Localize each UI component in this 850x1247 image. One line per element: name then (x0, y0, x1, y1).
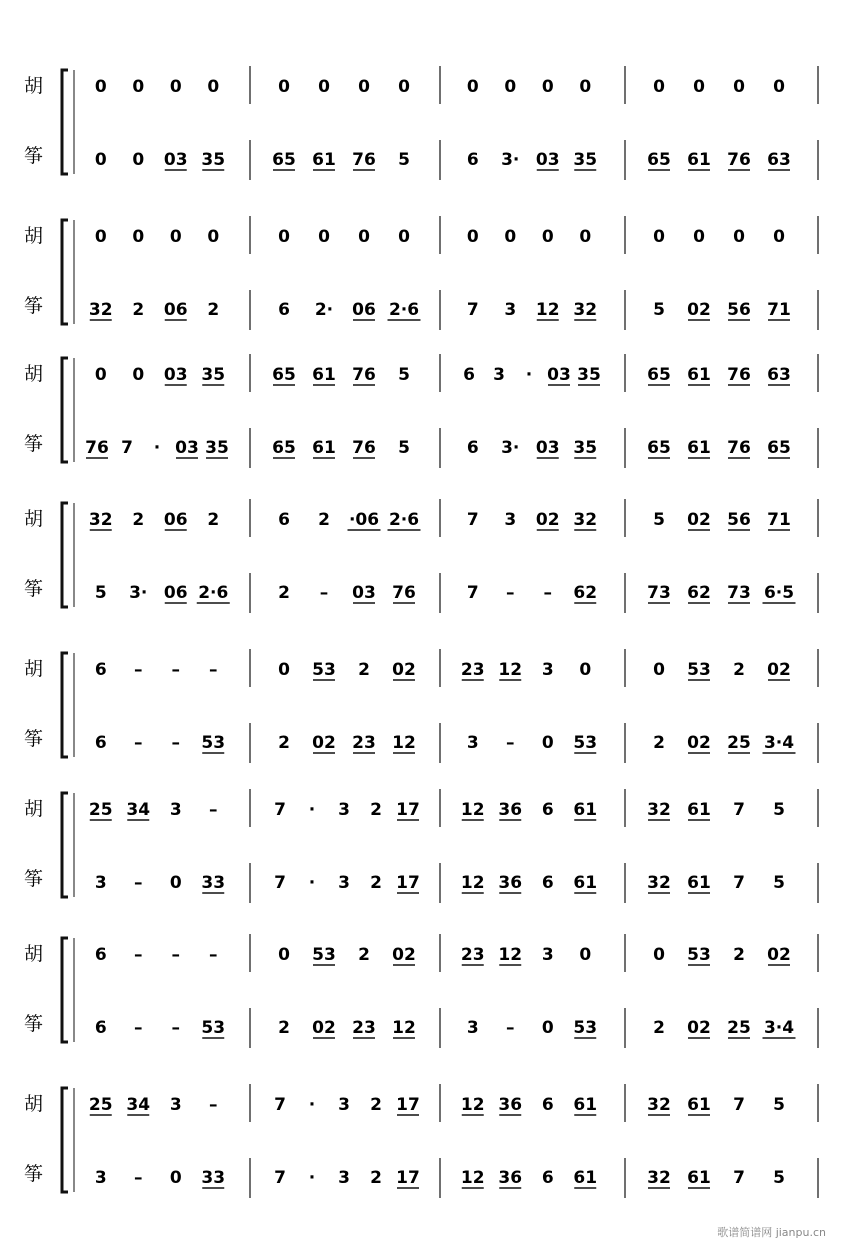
jianpu-note: 7 (466, 583, 479, 603)
jianpu-note: · (525, 365, 533, 385)
jianpu-note: 3· (501, 150, 520, 170)
jianpu-note: 2 (318, 510, 330, 530)
jianpu-note: 36 (498, 1168, 523, 1188)
jianpu-note: 5 (398, 365, 410, 385)
jianpu-note: 03 (163, 365, 188, 385)
jianpu-note: 0 (318, 227, 330, 247)
jianpu-note: 65 (767, 438, 791, 458)
jianpu-note: 35 (573, 438, 598, 458)
jianpu-note: 61 (573, 873, 598, 893)
instrument-label-hu: 胡 (24, 1093, 44, 1115)
score-system (24, 1084, 818, 1198)
jianpu-note: 12 (460, 873, 485, 893)
jianpu-note: 53 (687, 945, 711, 965)
jianpu-note: 2 (370, 873, 382, 893)
jianpu-note: 0 (579, 227, 592, 247)
jianpu-note: 7 (466, 300, 479, 320)
jianpu-note: 0 (169, 1168, 182, 1188)
jianpu-note: 0 (94, 150, 107, 170)
jianpu-note: 0 (653, 660, 665, 680)
jianpu-note: 3 (493, 365, 505, 385)
jianpu-note: 0 (773, 227, 785, 247)
jianpu-note: 2 (132, 300, 145, 320)
jianpu-note: 73 (727, 583, 751, 603)
jianpu-note: 02 (767, 945, 791, 965)
jianpu-note: 5 (773, 1095, 785, 1115)
jianpu-note: 0 (132, 227, 145, 247)
jianpu-note: 56 (727, 510, 751, 530)
jianpu-note: 23 (460, 945, 485, 965)
jianpu-note: 23 (460, 660, 485, 680)
jianpu-note: 61 (687, 438, 711, 458)
jianpu-note: 23 (352, 733, 376, 753)
jianpu-note: 02 (687, 300, 711, 320)
jianpu-note: 6 (466, 438, 479, 458)
jianpu-note: 03 (352, 583, 376, 603)
jianpu-note: 2·6 (388, 300, 420, 320)
jianpu-note: 5 (398, 438, 410, 458)
jianpu-note: 0 (169, 77, 182, 97)
jianpu-note: – (134, 873, 143, 893)
jianpu-note: 6 (94, 733, 107, 753)
jianpu-note: 0 (579, 77, 592, 97)
jianpu-note: 61 (687, 1168, 711, 1188)
jianpu-note: 06 (352, 300, 376, 320)
system-bracket (62, 1088, 68, 1192)
jianpu-note: 0 (94, 365, 107, 385)
jianpu-note: – (209, 945, 218, 965)
system-bracket (62, 70, 68, 174)
jianpu-note: 65 (647, 365, 671, 385)
jianpu-note: 3 (338, 873, 350, 893)
jianpu-note: 0 (358, 77, 370, 97)
jianpu-note: · (308, 1095, 316, 1115)
system-bracket (62, 793, 68, 897)
jianpu-note: 6 (541, 873, 554, 893)
jianpu-note: 32 (573, 510, 598, 530)
jianpu-note: 2 (370, 800, 382, 820)
jianpu-note: 02 (687, 1018, 711, 1038)
jianpu-note: 61 (687, 800, 711, 820)
jianpu-note: – (506, 1018, 515, 1038)
system-bracket (62, 503, 68, 607)
jianpu-note: 02 (392, 945, 416, 965)
score-system (24, 499, 818, 613)
jianpu-note: – (134, 660, 143, 680)
jianpu-note: 3·4 (763, 733, 795, 753)
jianpu-note: – (171, 1018, 180, 1038)
jianpu-note: 76 (727, 150, 751, 170)
jianpu-note: 3 (338, 1168, 350, 1188)
jianpu-note: 17 (396, 1095, 420, 1115)
jianpu-note: · (153, 438, 161, 458)
jianpu-note: 6 (94, 1018, 107, 1038)
jianpu-note: 7 (733, 873, 745, 893)
jianpu-note: 0 (278, 660, 290, 680)
jianpu-note: 56 (727, 300, 751, 320)
jianpu-note: 0 (132, 150, 145, 170)
jianpu-note: 0 (693, 77, 705, 97)
jianpu-note: 12 (460, 1095, 485, 1115)
score-system (24, 789, 818, 903)
jianpu-note: 71 (767, 300, 791, 320)
jianpu-note: – (543, 583, 552, 603)
jianpu-note: 3· (129, 583, 148, 603)
jianpu-note: 0 (466, 77, 479, 97)
jianpu-note: 0 (504, 77, 517, 97)
jianpu-note: 36 (498, 800, 523, 820)
jianpu-note: 6 (466, 150, 479, 170)
jianpu-note: 53 (573, 733, 598, 753)
jianpu-note: 36 (498, 1095, 523, 1115)
jianpu-note: 2·6 (388, 510, 420, 530)
jianpu-note: 32 (573, 300, 598, 320)
jianpu-note: 71 (767, 510, 791, 530)
jianpu-note: – (506, 733, 515, 753)
jianpu-note: 65 (272, 438, 296, 458)
jianpu-note: 6 (541, 1168, 554, 1188)
jianpu-note: 03 (535, 150, 560, 170)
jianpu-note: 2 (733, 945, 745, 965)
score-system (24, 66, 818, 180)
jianpu-note: 2 (278, 1018, 290, 1038)
jianpu-note: 17 (396, 873, 420, 893)
jianpu-note: 61 (687, 150, 711, 170)
jianpu-note: 2·6 (198, 583, 229, 603)
jianpu-note: 7 (733, 1168, 745, 1188)
jianpu-note: · (308, 1168, 316, 1188)
jianpu-note: – (134, 945, 143, 965)
jianpu-note: 7 (274, 1168, 286, 1188)
jianpu-note: – (319, 583, 329, 603)
jianpu-note: 0 (541, 1018, 554, 1038)
instrument-label-zheng: 筝 (24, 868, 44, 890)
jianpu-note: 7 (121, 438, 133, 458)
jianpu-note: – (209, 1095, 218, 1115)
instrument-label-zheng: 筝 (24, 1013, 44, 1035)
jianpu-note: 2 (370, 1095, 382, 1115)
jianpu-note: 12 (392, 733, 416, 753)
jianpu-note: 03 (535, 438, 560, 458)
jianpu-note: 33 (201, 873, 226, 893)
jianpu-note: 53 (687, 660, 711, 680)
jianpu-note: 61 (687, 873, 711, 893)
jianpu-note: 0 (132, 365, 145, 385)
jianpu-note: 02 (312, 733, 336, 753)
jianpu-note: 53 (312, 945, 336, 965)
jianpu-note: 61 (312, 150, 336, 170)
jianpu-note: 06 (163, 510, 188, 530)
jianpu-note: 7 (466, 510, 479, 530)
jianpu-note: 0 (466, 227, 479, 247)
jianpu-note: 23 (352, 1018, 376, 1038)
jianpu-note: 65 (647, 438, 671, 458)
jianpu-note: 36 (498, 873, 523, 893)
jianpu-note: 0 (541, 227, 554, 247)
jianpu-note: 61 (687, 365, 711, 385)
jianpu-note: 61 (573, 1168, 598, 1188)
jianpu-note: – (209, 660, 218, 680)
jianpu-note: 06 (163, 583, 188, 603)
jianpu-note: 0 (278, 227, 290, 247)
jianpu-note: 12 (498, 945, 523, 965)
jianpu-note: 2 (370, 1168, 382, 1188)
jianpu-note: 5 (773, 873, 785, 893)
jianpu-note: 2 (358, 945, 370, 965)
instrument-label-zheng: 筝 (24, 295, 44, 317)
jianpu-note: 32 (647, 1095, 671, 1115)
jianpu-note: · (308, 800, 316, 820)
jianpu-note: 02 (767, 660, 791, 680)
jianpu-note: 6 (94, 945, 107, 965)
jianpu-note: 2 (278, 583, 290, 603)
jianpu-note: 3 (169, 800, 182, 820)
jianpu-note: 6 (278, 300, 290, 320)
jianpu-note: 3· (501, 438, 520, 458)
jianpu-note: – (209, 800, 218, 820)
jianpu-note: 53 (201, 1018, 226, 1038)
jianpu-note: 6·5 (763, 583, 795, 603)
jianpu-note: – (506, 583, 515, 603)
watermark: 歌谱简谱网 jianpu.cn (717, 1226, 826, 1239)
system-bracket (62, 358, 68, 462)
instrument-label-hu: 胡 (24, 658, 44, 680)
jianpu-note: 03 (175, 438, 199, 458)
jianpu-note: 3 (466, 1018, 479, 1038)
jianpu-note: 62 (573, 583, 598, 603)
jianpu-note: 35 (201, 150, 226, 170)
jianpu-note: 3 (466, 733, 479, 753)
score-system (24, 649, 818, 763)
jianpu-note: 3 (338, 1095, 350, 1115)
jianpu-note: 35 (573, 150, 598, 170)
jianpu-note: 3·4 (763, 1018, 795, 1038)
jianpu-note: 3 (169, 1095, 182, 1115)
jianpu-note: 0 (653, 77, 665, 97)
jianpu-note: 5 (653, 510, 665, 530)
jianpu-note: 03 (163, 150, 188, 170)
jianpu-note: 02 (687, 510, 711, 530)
jianpu-note: 61 (312, 365, 336, 385)
jianpu-note: 61 (687, 1095, 711, 1115)
score-system (24, 354, 818, 468)
system-bracket (62, 938, 68, 1042)
jianpu-note: 63 (767, 150, 791, 170)
jianpu-note: 7 (274, 800, 286, 820)
instrument-label-zheng: 筝 (24, 433, 44, 455)
score-system (24, 934, 818, 1048)
jianpu-note: 0 (278, 77, 290, 97)
jianpu-note: 0 (579, 945, 592, 965)
jianpu-note: 6 (541, 800, 554, 820)
jianpu-note: 32 (647, 873, 671, 893)
jianpu-note: 0 (169, 227, 182, 247)
jianpu-note: 2 (132, 510, 145, 530)
instrument-label-zheng: 筝 (24, 1163, 44, 1185)
jianpu-note: 6 (278, 510, 290, 530)
jianpu-note: 7 (274, 873, 286, 893)
jianpu-note: 0 (773, 77, 785, 97)
instrument-label-hu: 胡 (24, 798, 44, 820)
jianpu-note: 53 (312, 660, 336, 680)
jianpu-note: 6 (463, 365, 475, 385)
jianpu-note: 3 (94, 873, 107, 893)
jianpu-note: 2· (314, 300, 334, 320)
jianpu-note: 12 (498, 660, 523, 680)
jianpu-note: 3 (338, 800, 350, 820)
jianpu-note: 76 (352, 150, 376, 170)
instrument-label-hu: 胡 (24, 508, 44, 530)
jianpu-note: – (171, 733, 180, 753)
jianpu-note: 0 (169, 873, 182, 893)
jianpu-note: 0 (94, 77, 107, 97)
jianpu-note: 12 (392, 1018, 416, 1038)
jianpu-note: – (134, 1018, 143, 1038)
jianpu-note: 0 (733, 227, 745, 247)
system-bracket (62, 220, 68, 324)
jianpu-note: 3 (541, 660, 554, 680)
jianpu-note: 06 (163, 300, 188, 320)
jianpu-note: 2 (358, 660, 370, 680)
jianpu-note: ·06 (348, 510, 380, 530)
jianpu-note: 0 (541, 77, 554, 97)
jianpu-note: 0 (504, 227, 517, 247)
jianpu-note: – (134, 1168, 143, 1188)
jianpu-note: 76 (352, 365, 376, 385)
jianpu-note: 2 (278, 733, 290, 753)
instrument-label-hu: 胡 (24, 363, 44, 385)
jianpu-note: 33 (201, 1168, 226, 1188)
jianpu-note: 02 (687, 733, 711, 753)
jianpu-note: 65 (272, 365, 296, 385)
jianpu-note: 0 (132, 77, 145, 97)
jianpu-note: 0 (398, 227, 410, 247)
jianpu-note: 0 (207, 227, 220, 247)
instrument-label-hu: 胡 (24, 943, 44, 965)
jianpu-note: 2 (733, 660, 745, 680)
jianpu-note: 0 (94, 227, 107, 247)
jianpu-note: 62 (687, 583, 711, 603)
jianpu-note: 76 (352, 438, 376, 458)
jianpu-note: 5 (773, 1168, 785, 1188)
jianpu-note: 25 (727, 1018, 751, 1038)
jianpu-note: 34 (126, 800, 151, 820)
jianpu-note: 12 (535, 300, 560, 320)
jianpu-note: 0 (318, 77, 330, 97)
system-bracket (62, 653, 68, 757)
instrument-label-zheng: 筝 (24, 145, 44, 167)
jianpu-note: 35 (201, 365, 226, 385)
jianpu-note: 6 (541, 1095, 554, 1115)
jianpu-note: 17 (396, 1168, 420, 1188)
jianpu-note: 53 (201, 733, 226, 753)
jianpu-note: 65 (272, 150, 296, 170)
jianpu-note: 76 (727, 438, 751, 458)
jianpu-note: – (171, 660, 180, 680)
jianpu-note: 76 (392, 583, 416, 603)
jianpu-note: 5 (94, 583, 107, 603)
jianpu-note: 0 (733, 77, 745, 97)
jianpu-note: 7 (733, 800, 745, 820)
jianpu-note: 35 (577, 365, 601, 385)
jianpu-note: 61 (573, 800, 598, 820)
jianpu-note: 0 (207, 77, 220, 97)
jianpu-note: 25 (727, 733, 751, 753)
jianpu-note: 3 (504, 300, 517, 320)
jianpu-note: 0 (541, 733, 554, 753)
instrument-label-hu: 胡 (24, 75, 44, 97)
jianpu-note: 0 (358, 227, 370, 247)
jianpu-note: 25 (88, 800, 113, 820)
jianpu-note: – (134, 733, 143, 753)
score-system (24, 216, 818, 330)
jianpu-note: 3 (504, 510, 517, 530)
jianpu-note: 25 (88, 1095, 113, 1115)
jianpu-note: 53 (573, 1018, 598, 1038)
jianpu-note: 34 (126, 1095, 151, 1115)
jianpu-note: 7 (733, 1095, 745, 1115)
jianpu-note: 6 (94, 660, 107, 680)
jianpu-note: 03 (547, 365, 571, 385)
jianpu-note: 5 (398, 150, 410, 170)
instrument-label-zheng: 筝 (24, 578, 44, 600)
jianpu-note: 0 (653, 227, 665, 247)
jianpu-note: 2 (653, 1018, 665, 1038)
jianpu-note: 0 (398, 77, 410, 97)
jianpu-note: 63 (767, 365, 791, 385)
jianpu-note: 0 (693, 227, 705, 247)
jianpu-note: 5 (653, 300, 665, 320)
jianpu-note: 32 (647, 1168, 671, 1188)
jianpu-note: 32 (88, 510, 113, 530)
jianpu-note: 02 (392, 660, 416, 680)
jianpu-note: 0 (579, 660, 592, 680)
jianpu-note: 0 (653, 945, 665, 965)
jianpu-note: 7 (274, 1095, 286, 1115)
instrument-label-zheng: 筝 (24, 728, 44, 750)
jianpu-note: 2 (207, 300, 220, 320)
jianpu-note: 5 (773, 800, 785, 820)
jianpu-note: 2 (653, 733, 665, 753)
jianpu-note: 35 (205, 438, 229, 458)
jianpu-note: 76 (85, 438, 109, 458)
jianpu-note: 3 (541, 945, 554, 965)
jianpu-note: 76 (727, 365, 751, 385)
instrument-label-hu: 胡 (24, 225, 44, 247)
jianpu-note: 0 (278, 945, 290, 965)
jianpu-note: – (171, 945, 180, 965)
jianpu-note: 32 (88, 300, 113, 320)
jianpu-note: 17 (396, 800, 420, 820)
jianpu-note: 3 (94, 1168, 107, 1188)
jianpu-note: 61 (573, 1095, 598, 1115)
jianpu-note: 65 (647, 150, 671, 170)
jianpu-note: 32 (647, 800, 671, 820)
jianpu-note: 02 (535, 510, 560, 530)
jianpu-note: 12 (460, 1168, 485, 1188)
jianpu-note: · (308, 873, 316, 893)
jianpu-note: 2 (207, 510, 220, 530)
jianpu-note: 73 (647, 583, 671, 603)
jianpu-note: 61 (312, 438, 336, 458)
jianpu-note: 12 (460, 800, 485, 820)
jianpu-note: 02 (312, 1018, 336, 1038)
